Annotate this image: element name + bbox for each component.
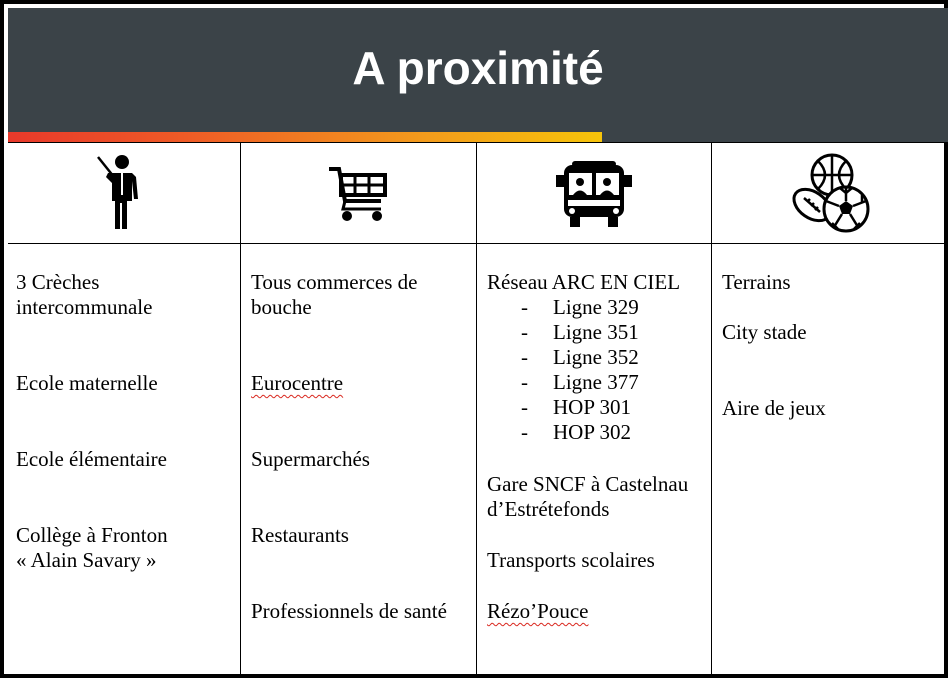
list-item: Collège à Fronton « Alain Savary » <box>16 523 168 572</box>
list-item-text: Rézo’Pouce <box>487 599 589 623</box>
list-item <box>487 599 712 624</box>
list-item: Ecole élémentaire <box>16 447 167 471</box>
list-item: Professionnels de santé <box>251 599 447 623</box>
list-item: Terrains <box>722 270 791 294</box>
icon-cell-education <box>8 142 240 243</box>
accent-gradient-bar <box>8 132 602 142</box>
list-item: Transports scolaires <box>487 548 655 572</box>
list-item-text: Eurocentre <box>251 371 344 395</box>
network-title: Réseau ARC EN CIEL <box>487 270 681 294</box>
table-header-divider <box>8 243 948 244</box>
icon-cell-sports <box>712 142 948 243</box>
list-item: 3 Crèches intercommunale <box>16 270 153 319</box>
list-item: Gare SNCF à Castelnau d’Estrétefonds <box>487 472 689 521</box>
bus-icon <box>554 157 634 229</box>
list-item: Tous commerces de bouche <box>251 270 418 319</box>
shopping-cart-icon <box>327 161 391 225</box>
icon-cell-shops <box>241 142 476 243</box>
list-item: Ecole maternelle <box>16 371 158 395</box>
list-item: Supermarchés <box>251 447 370 471</box>
header-banner <box>8 8 948 142</box>
list-item: Aire de jeux <box>722 396 826 420</box>
icon-cell-transport <box>477 142 711 243</box>
list-item <box>251 371 476 396</box>
amenities-table: 3 Crèches intercommunale Ecole maternelle Ecole élémentaire Collège à Fronton « Alain Savary » Tous commerces de bouche Eurocentre Supermarchés Restaurants Professionnels de santé Réseau ARC EN CIEL - Ligne 329 - Ligne 351 - Ligne 352 - Ligne 377 - HOP 301 - HOP 302 Gare SNCF à Castelnau d’Estrétefonds Transports scolaires Rézo’Pouce Terrains City stade Aire de jeux <box>8 142 948 678</box>
teacher-icon <box>94 153 154 233</box>
list-item: City stade <box>722 320 807 344</box>
page-title: A proximité <box>352 42 604 94</box>
sports-balls-icon <box>788 151 872 235</box>
list-item: Restaurants <box>251 523 349 547</box>
